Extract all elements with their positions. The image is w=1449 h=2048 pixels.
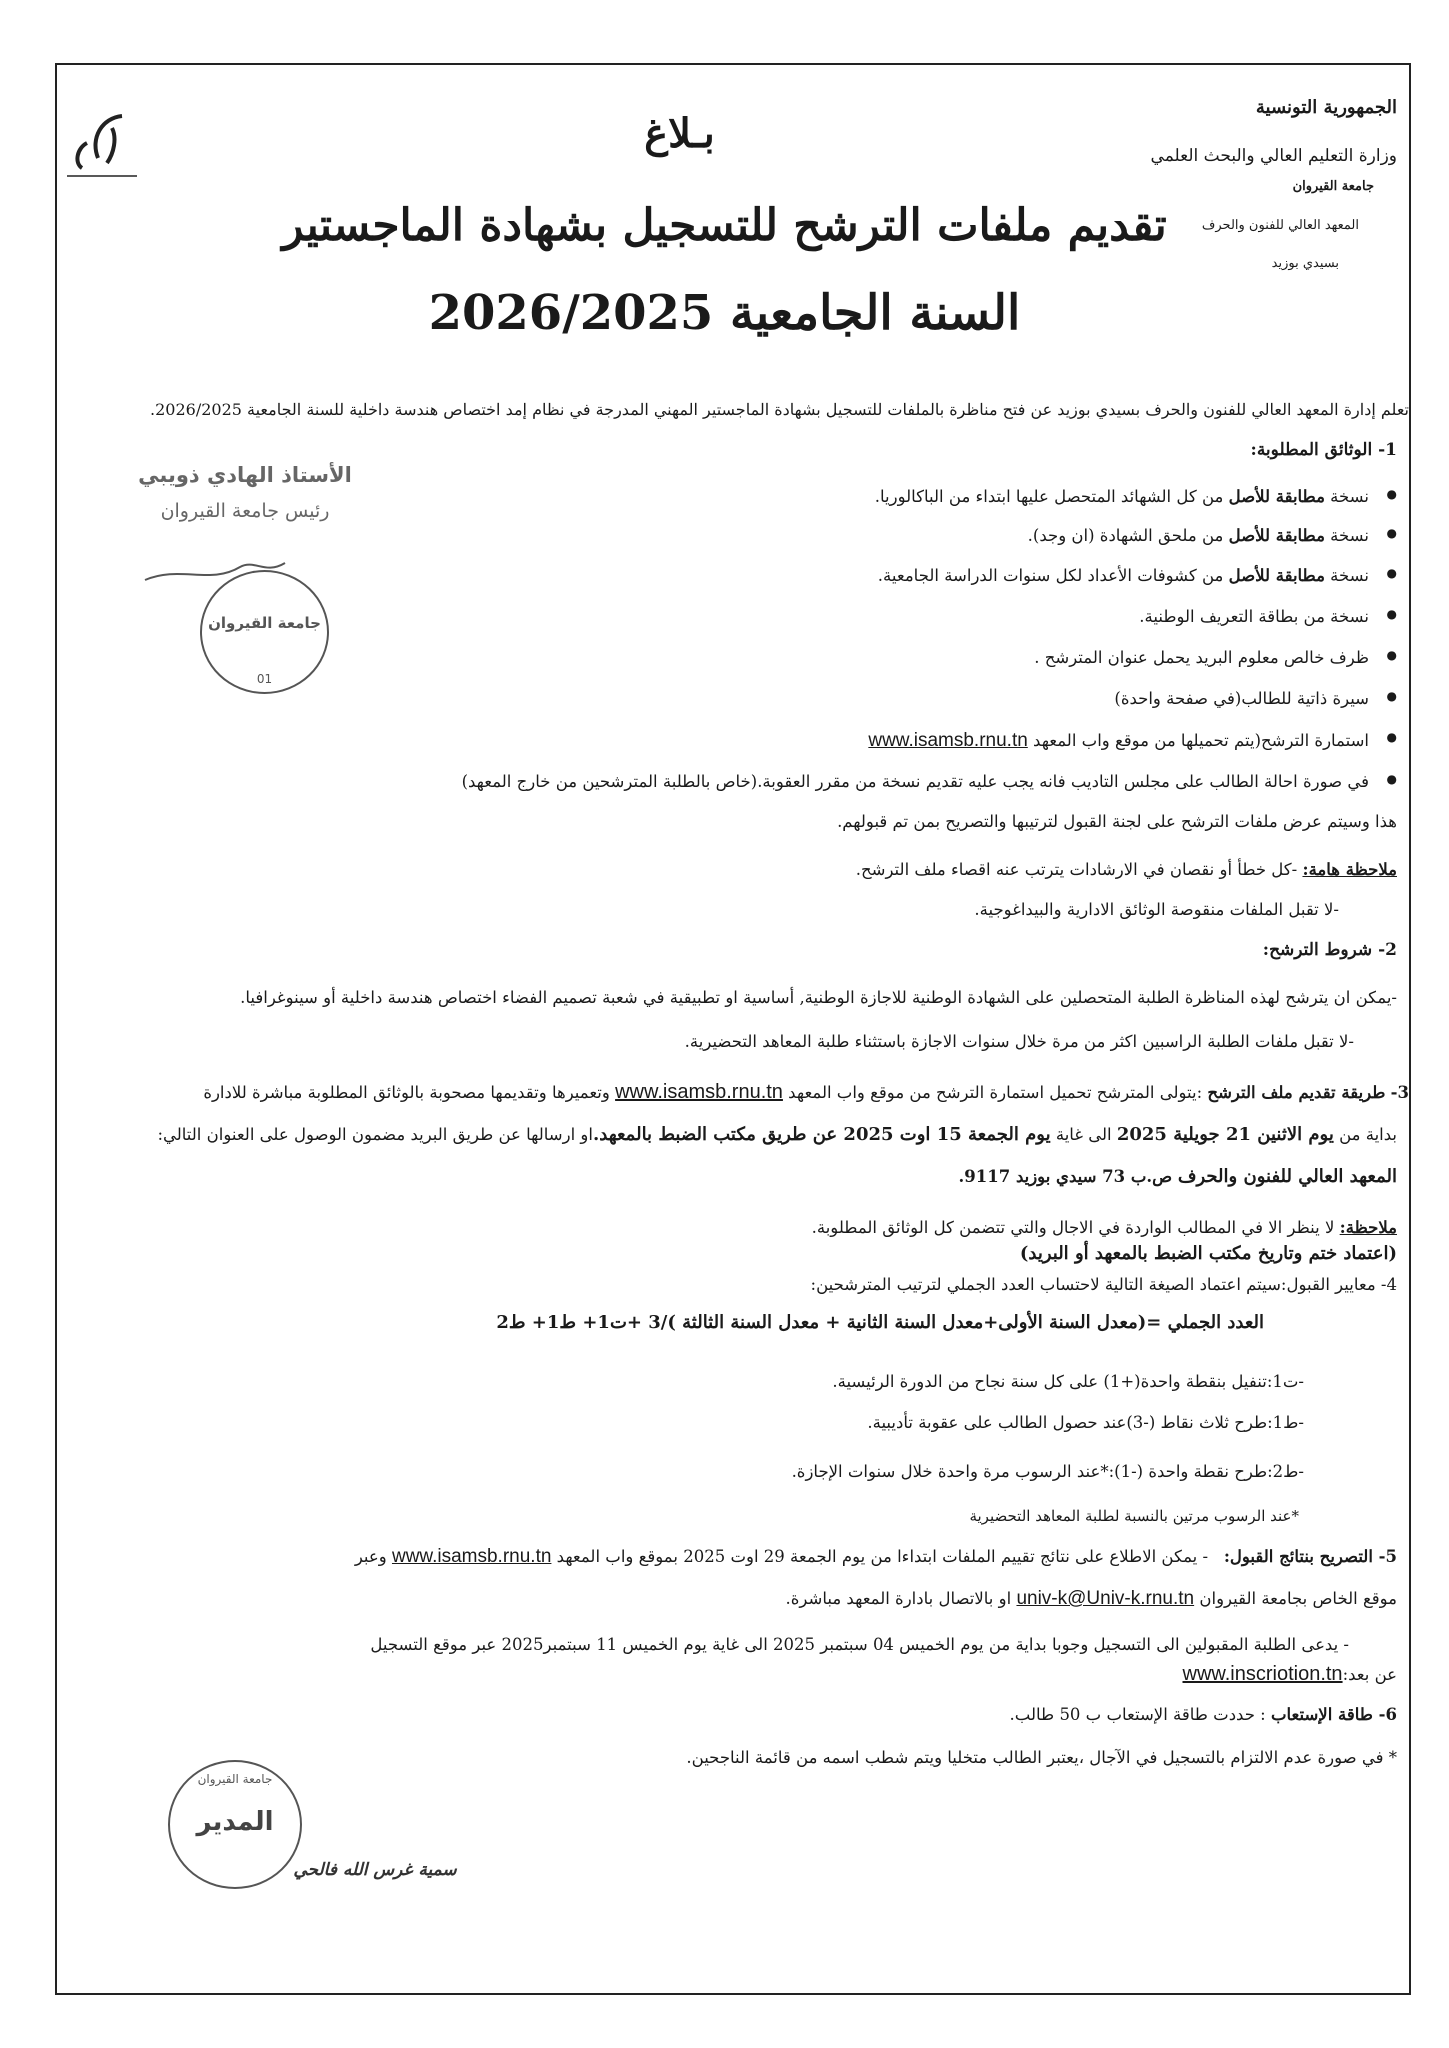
president-role: رئيس جامعة القيروان [160, 500, 330, 522]
section4-line: 4- معايير القبول:سيتم اعتماد الصيغة التالية لاحتساب العدد الجملي لترتيب المترشحين: [810, 1275, 1397, 1294]
section3-note-bold: (اعتماد ختم وتاريخ مكتب الضبط بالمعهد أو البريد) [1019, 1243, 1397, 1264]
website-link[interactable]: www.isamsb.rnu.tn [868, 730, 1028, 751]
seal-number: 01 [256, 672, 273, 686]
header-city: بسيدي بوزيد [1271, 256, 1339, 271]
criteria-item: -ط1:طرح ثلاث نقاط (-3)عند حصول الطالب على عقوبة تأديبية. [867, 1413, 1304, 1432]
section6-line: 6- طاقة الإستعاب : حددت طاقة الإستعاب ب 50 طالب. [1009, 1705, 1397, 1724]
section2-line2: -لا تقبل ملفات الطلبة الراسبين اكثر من مرة خلال سنوات الاجازة باستثناء طلبة المعاهد التحضيرية. [684, 1032, 1354, 1051]
director-role: المدير [196, 1807, 274, 1837]
doc-item: ● نسخة مطابقة للأصل من كل الشهائد المتحصل عليها ابتداء من الباكالوريا. [64, 487, 1369, 506]
section3-note: ملاحظة: لا ينظر الا في المطالب الواردة في الاجال والتي تتضمن كل الوثائق المطلوبة. [811, 1218, 1397, 1237]
website-link[interactable]: www.isamsb.rnu.tn [391, 1546, 552, 1567]
doc-item: ● سيرة ذاتية للطالب(في صفحة واحدة) [64, 689, 1369, 708]
header-university: جامعة القيروان [1292, 179, 1374, 194]
intro-paragraph: تعلم إدارة المعهد العالي للفنون والحرف بسيدي بوزيد عن فتح مناظرة بالملفات للتسجيل بشهادة الماجستير المهني المدرجة في نظام إمد اختصاص هندسة داخلية للسنة الجامعية 2026/2025. [150, 400, 1409, 419]
criteria-footnote: *عند الرسوب مرتين بالنسبة لطلبة المعاهد التحضيرية [969, 1507, 1299, 1525]
doc-item: ● نسخة مطابقة للأصل من ملحق الشهادة (ان وجد). [64, 526, 1369, 545]
criteria-item: -ت1:تنفيل بنقطة واحدة(+1) على كل سنة نجاح من الدورة الرئيسية. [832, 1372, 1304, 1391]
section2-line1: -يمكن ان يترشح لهذه المناظرة الطلبة المتحصلين على الشهادة الوطنية للاجازة الوطنية, أساسية او تطبيقية في شعبة تصميم الفضاء اختصاص هندسة داخلية أو سينوغرافيا. [240, 988, 1397, 1007]
doc-item: ● نسخة مطابقة للأصل من كشوفات الأعداد لكل سنوات الدراسة الجامعية. [64, 566, 1369, 585]
registration-link[interactable]: www.inscriotion.tn [1182, 1663, 1343, 1685]
section5-line2: موقع الخاص بجامعة القيروان univ-k@Univ-k.rnu.tn او بالاتصال بادارة المعهد مباشرة. [785, 1588, 1397, 1609]
section5-line1: 5- التصريح بنتائج القبول: - يمكن الاطلاع على نتائج تقييم الملفات ابتداءا من يوم الجمعة 29 اوت 2025 بموقع واب المعهد www.isamsb.rnu.tn وعبر [354, 1546, 1397, 1567]
director-name: سمية غرس الله فالحي [293, 1860, 457, 1880]
notice-title: بـلاغ [644, 110, 715, 157]
section1-title: 1- الوثائق المطلوبة: [1250, 440, 1397, 460]
doc-item: ● استمارة الترشح(يتم تحميلها من موقع واب المعهد www.isamsb.rnu.tn [64, 730, 1369, 752]
university-email-link[interactable]: univ-k@Univ-k.rnu.tn [1016, 1588, 1195, 1609]
main-heading: تقديم ملفات الترشح للتسجيل بشهادة الماجستير [282, 200, 1167, 251]
director-seal [168, 1760, 302, 1889]
section3-line2: بداية من يوم الاثنين 21 جويلية 2025 الى غاية يوم الجمعة 15 اوت 2025 عن طريق مكتب الضبط بالمعهد.او ارسالها عن طريق البريد مضمون الوصول على العنوان التالي: [157, 1124, 1397, 1145]
header-republic: الجمهورية التونسية [1255, 97, 1397, 118]
president-name: الأستاذ الهادي ذويبي [138, 463, 352, 487]
director-seal-top: جامعة القيروان [197, 1772, 273, 1786]
doc-item: ● نسخة من بطاقة التعريف الوطنية. [64, 607, 1369, 626]
section1-after: هذا وسيتم عرض ملفات الترشح على لجنة القبول لترتيبها والتصريح بمن تم قبولهم. [837, 812, 1397, 831]
section3-address: المعهد العالي للفنون والحرف ص.ب 73 سيدي بوزيد 9117. [958, 1166, 1397, 1187]
criteria-item: -ط2:طرح نقطة واحدة (-1):*عند الرسوب مرة واحدة خلال سنوات الإجازة. [791, 1462, 1304, 1481]
doc-item: ● في صورة احالة الطالب على مجلس التاديب فانه يجب عليه تقديم نسخة من مقرر العقوبة.(خاص بالطلبة المترشحين من خارج المعهد) [64, 772, 1369, 791]
section1-note: ملاحظة هامة: -كل خطأ أو نقصان في الارشادات يترتب عنه اقصاء ملف الترشح. [855, 860, 1397, 879]
academic-year: السنة الجامعية 2026/2025 [428, 285, 1021, 341]
section3-line1: 3- طريقة تقديم ملف الترشح :يتولى المترشح تحميل استمارة الترشح من موقع واب المعهد www.isamsb.rnu.tn وتعميرها وتقديمها مصحوبة بالوثائق المطلوبة مباشرة للادارة [203, 1081, 1409, 1103]
doc-item: ● ظرف خالص معلوم البريد يحمل عنوان المترشح . [64, 648, 1369, 667]
section5-line3: - يدعى الطلبة المقبولين الى التسجيل وجوبا بداية من يوم الخميس 04 سبتمبر 2025 الى غاية يوم الخميس 11 سبتمبر2025 عبر موقع التسجيل [370, 1635, 1349, 1654]
website-link[interactable]: www.isamsb.rnu.tn [615, 1081, 783, 1103]
section5-line4: عن بعد:www.inscriotion.tn [1182, 1663, 1397, 1685]
footer-note: * في صورة عدم الالتزام بالتسجيل في الآجال ،يعتبر الطالب متخليا ويتم شطب اسمه من قائمة الناجحين. [686, 1748, 1397, 1767]
header-ministry: وزارة التعليم العالي والبحث العلمي [1150, 146, 1397, 166]
section2-title: 2- شروط الترشح: [1262, 940, 1397, 960]
seal-text: جامعة القيروان [208, 614, 321, 632]
section1-note2: -لا تقبل الملفات منقوصة الوثائق الادارية والبيداغوجية. [974, 900, 1339, 919]
header-institute: المعهد العالي للفنون والحرف [1201, 218, 1359, 233]
score-formula: العدد الجملي =(معدل السنة الأولى+معدل السنة الثانية + معدل السنة الثالثة )/3 +ت1+ ط1+ ط2 [496, 1312, 1264, 1333]
